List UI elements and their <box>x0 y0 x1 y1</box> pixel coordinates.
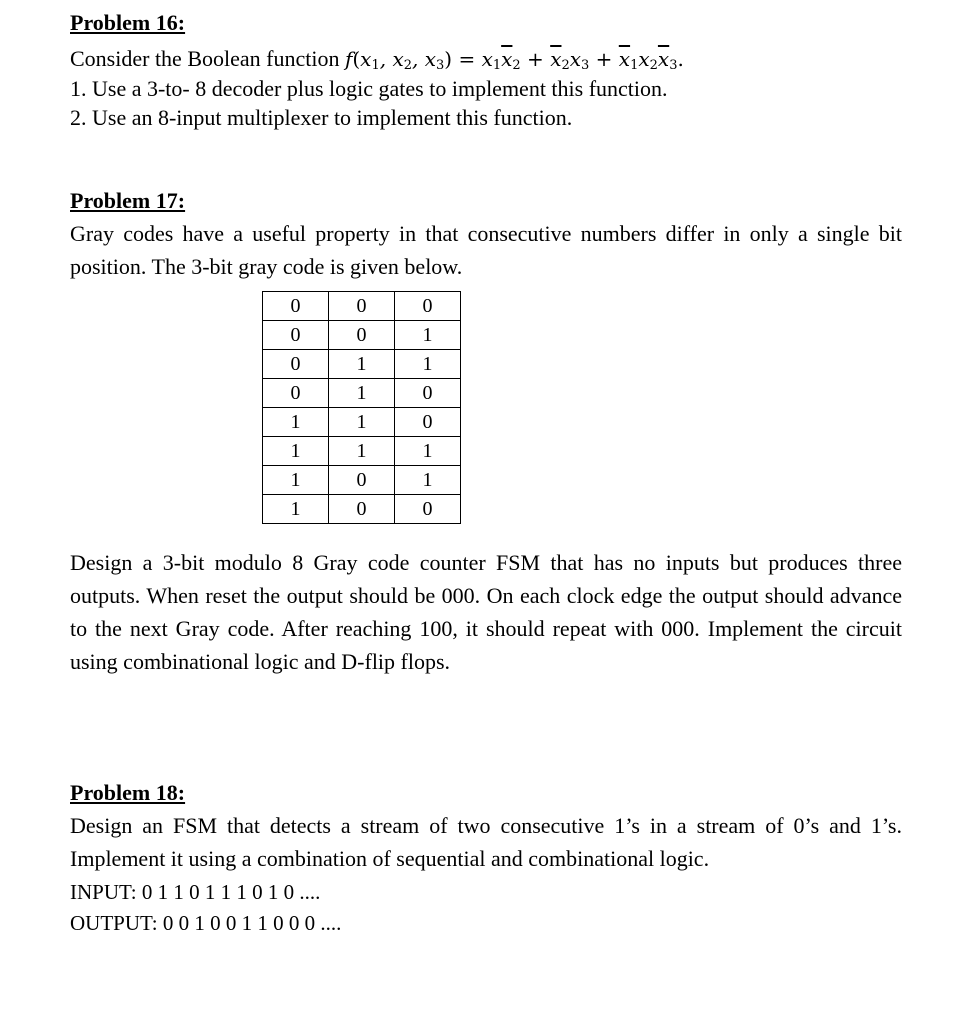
table-cell: 1 <box>329 408 395 437</box>
table-cell: 0 <box>263 379 329 408</box>
table-cell: 0 <box>329 495 395 524</box>
problem-16-item-2: 2. Use an 8-input multiplexer to implement this function. <box>70 105 573 130</box>
table-row <box>263 437 461 466</box>
table-cell: 1 <box>263 437 329 466</box>
table-cell: 1 <box>395 350 461 379</box>
problem-16-heading: Problem 16: <box>70 10 186 35</box>
table-cell: 0 <box>329 292 395 321</box>
boolean-function-formula: f <box>344 47 353 71</box>
table-cell: 1 <box>263 495 329 524</box>
table-cell: 0 <box>263 321 329 350</box>
table-cell: 1 <box>263 408 329 437</box>
table-row <box>263 495 461 524</box>
table-cell: 1 <box>395 466 461 495</box>
problem-18-heading: Problem 18: <box>70 780 186 805</box>
problem-16-item-1: 1. Use a 3-to- 8 decoder plus logic gates to implement this function. <box>70 76 668 101</box>
table-row <box>263 292 461 321</box>
problem-18-input-line: INPUT: 0 1 1 0 1 1 1 0 1 0 .... <box>70 880 321 904</box>
table-cell: 0 <box>329 466 395 495</box>
problem-18-task: Design an FSM that detects a stream of two consecutive 1’s in a stream of 0’s and 1’s. Implement it using a combination of sequential and combinational logic. <box>70 813 902 871</box>
table-row <box>263 379 461 408</box>
table-cell: 1 <box>329 350 395 379</box>
table-cell: 1 <box>329 437 395 466</box>
problem-17-heading: Problem 17: <box>70 188 186 213</box>
table-cell: 0 <box>395 408 461 437</box>
table-cell: 0 <box>263 350 329 379</box>
problem-16-intro: Consider the Boolean function <box>70 46 340 71</box>
table-row <box>263 466 461 495</box>
table-cell: 1 <box>263 466 329 495</box>
table-cell: 0 <box>395 379 461 408</box>
problem-17-intro: Gray codes have a useful property in that consecutive numbers differ in only a single bit position. The 3-bit gray code is given below. <box>70 221 902 279</box>
table-cell: 1 <box>395 437 461 466</box>
table-cell: 1 <box>395 321 461 350</box>
table-row <box>263 321 461 350</box>
gray-code-table <box>262 291 461 524</box>
problem-16-statement: Consider the Boolean function $f(x_1$, $x_2$, $x_3) = x_1\overline{x}_2 + \overline{x}_2x_3 + \overline{x}_1x_2\overline{x}_3$. <box>70 46 684 73</box>
table-cell: 1 <box>329 379 395 408</box>
problem-17-task: Design a 3-bit modulo 8 Gray code counter FSM that has no inputs but produces three outputs. When reset the output should be 000. On each clock edge the output should advance to the next Gray code. After reaching 100, it should repeat with 000. Implement the circuit using combinational logic and D-flip flops. <box>70 550 902 674</box>
table-cell: 0 <box>395 495 461 524</box>
table-cell: 0 <box>395 292 461 321</box>
problem-18-output-line: OUTPUT: 0 0 1 0 0 1 1 0 0 0 .... <box>70 911 342 935</box>
table-cell: 0 <box>263 292 329 321</box>
table-row <box>263 408 461 437</box>
table-row <box>263 350 461 379</box>
table-cell: 0 <box>329 321 395 350</box>
